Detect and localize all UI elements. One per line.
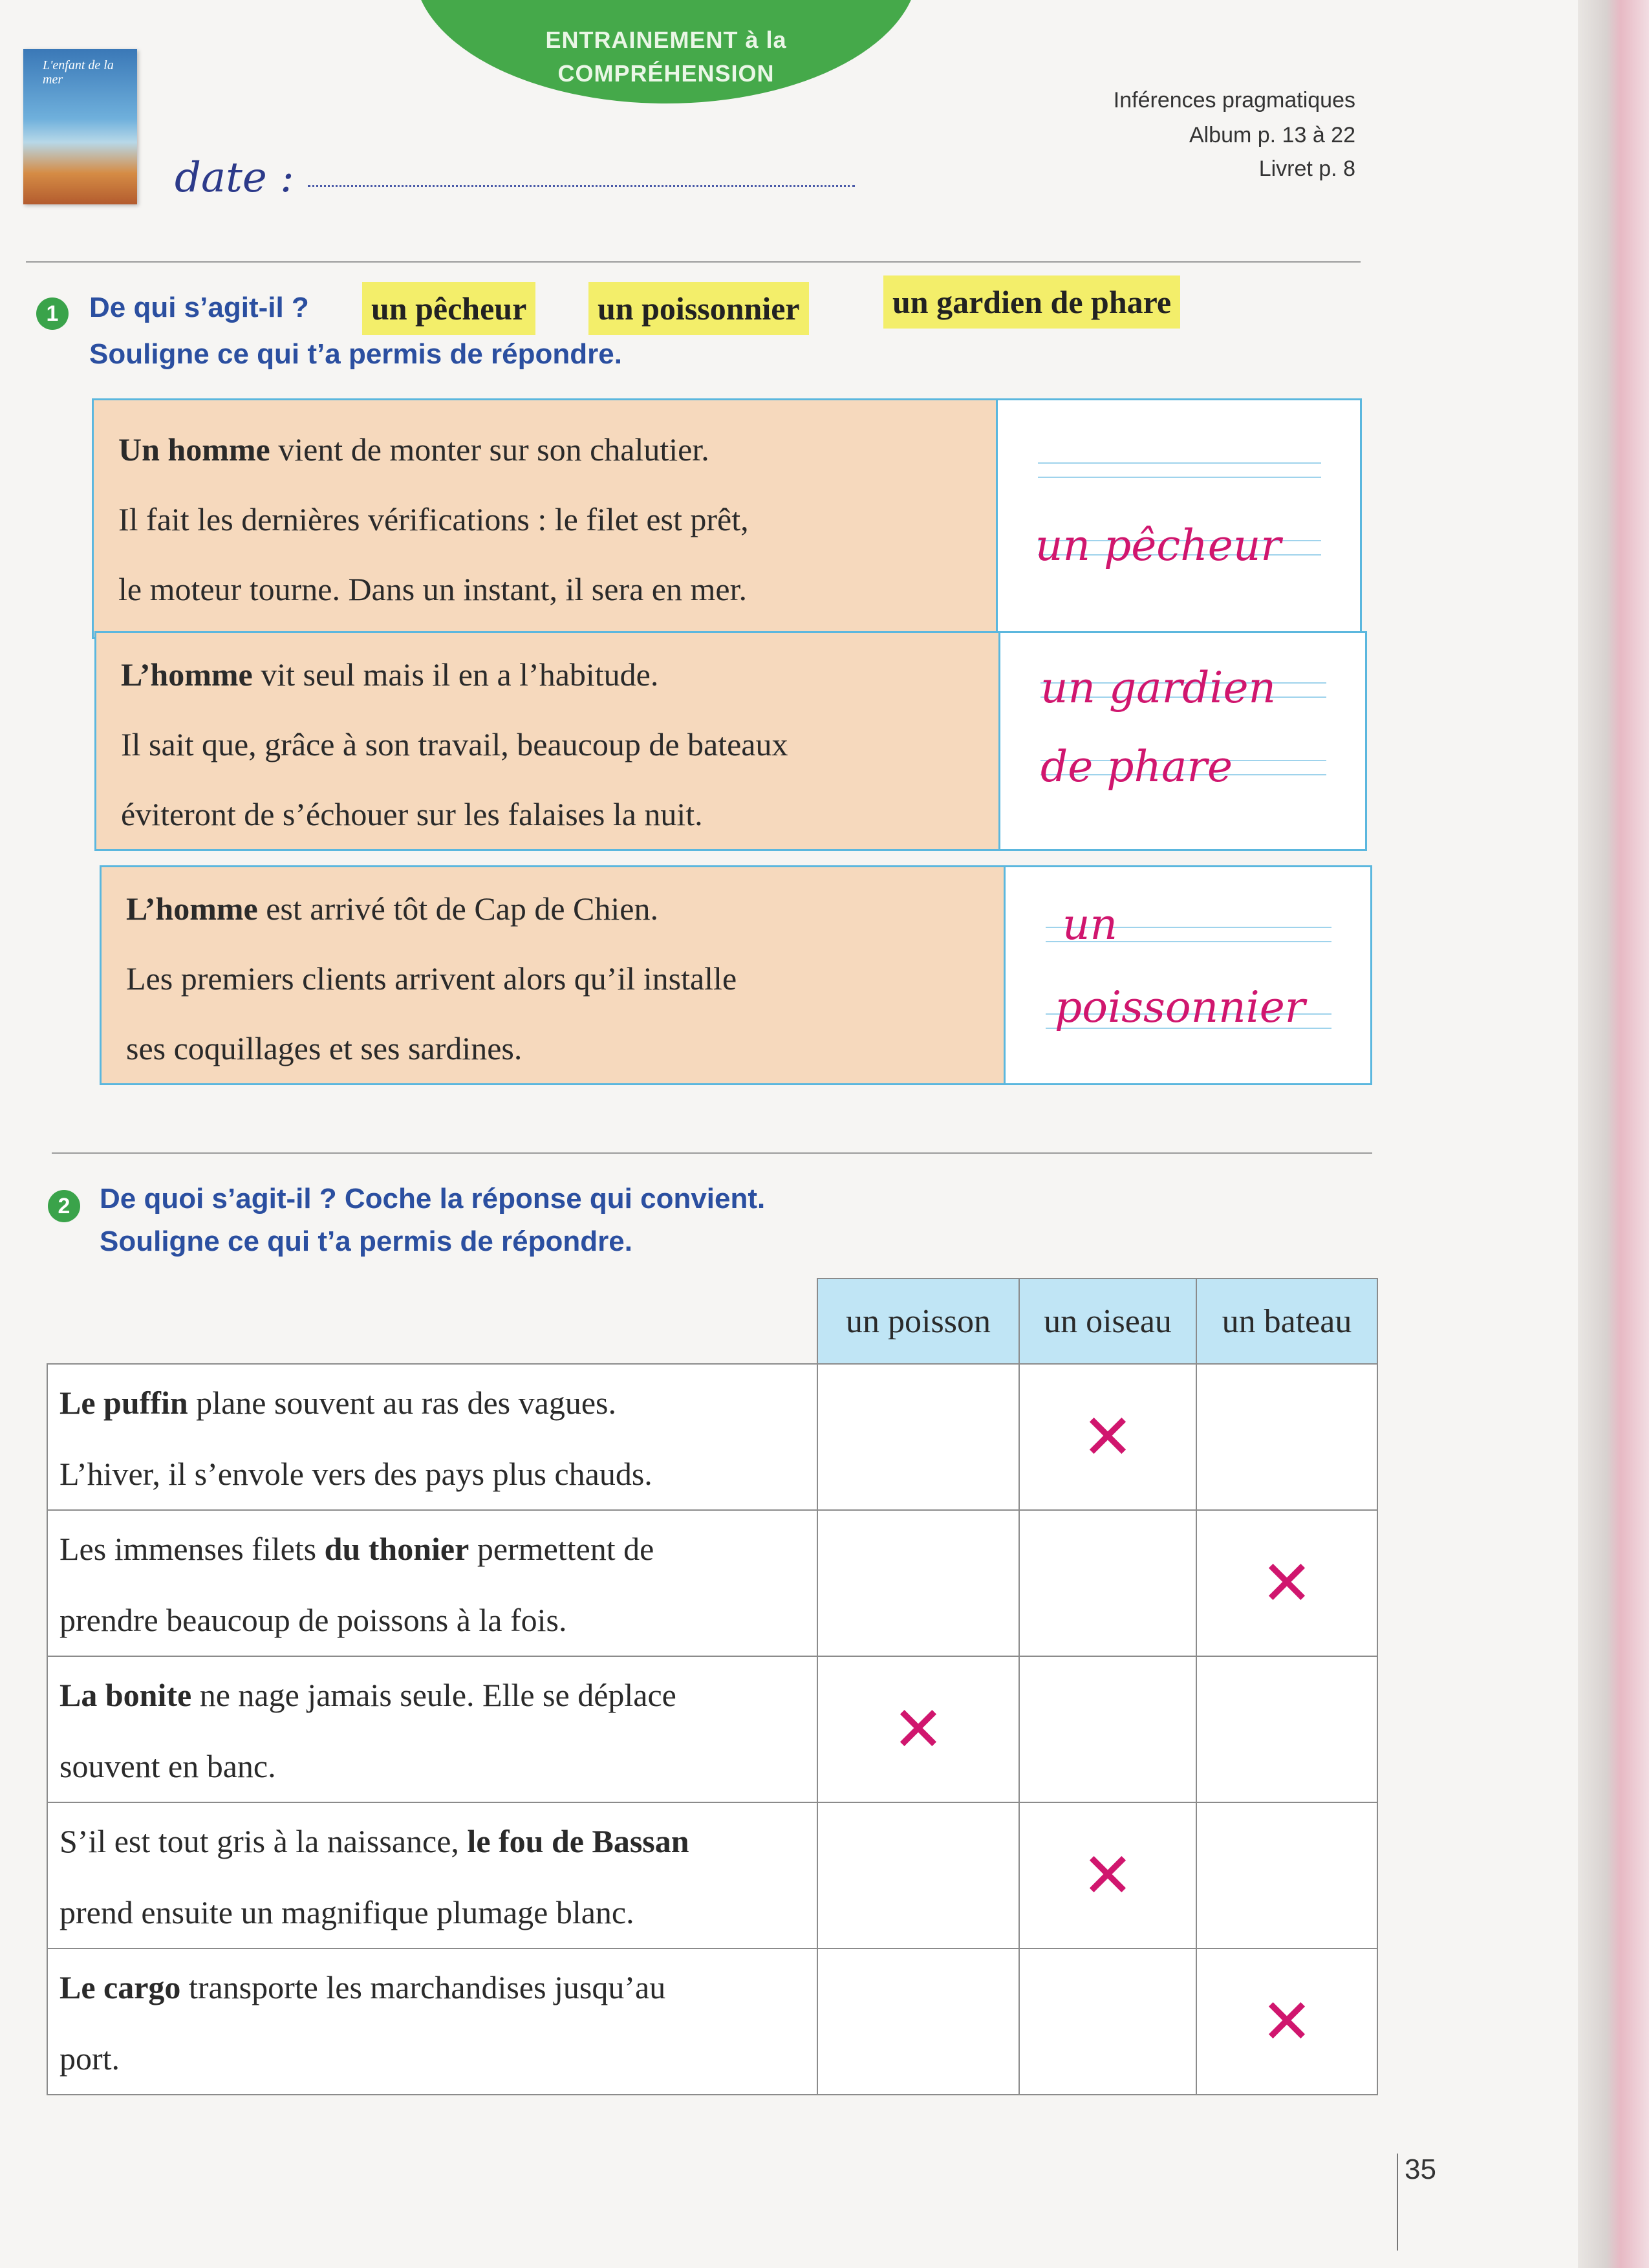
handwritten-answer: un pêcheur	[1035, 521, 1281, 570]
ref-livret: Livret p. 8	[1258, 157, 1355, 181]
divider	[26, 261, 1361, 263]
q1-item-box	[100, 865, 1372, 1085]
handwritten-answer: de phare	[1040, 742, 1233, 792]
column-header: un oiseau	[1019, 1279, 1196, 1364]
checkbox-cell[interactable]	[1196, 1802, 1377, 1949]
q1-option-highlight: un gardien de phare	[883, 275, 1180, 329]
page-number: 35	[1405, 2154, 1436, 2185]
checkbox-cell[interactable]	[1196, 1656, 1377, 1802]
row-text: Les immenses filets du thonier permettent de prendre beaucoup de poissons à la fois.	[47, 1510, 817, 1656]
q1-question: De qui s’agit-il ?	[89, 292, 309, 323]
section-banner-text: ENTRAINEMENT à la COMPRÉHENSION	[545, 27, 787, 87]
checkbox-cell[interactable]	[1196, 1364, 1377, 1510]
q2-table	[47, 1278, 1378, 2095]
checkbox-cell[interactable]	[1019, 1656, 1196, 1802]
table-row	[47, 1364, 1377, 1510]
row-text: Le puffin plane souvent au ras des vagues. L’hiver, il s’envole vers des pays plus chauds.	[47, 1364, 817, 1510]
table-row	[47, 1656, 1377, 1802]
checkbox-cell[interactable]	[1019, 1802, 1196, 1949]
question-number-badge: 2	[48, 1190, 80, 1222]
checkbox-cell[interactable]	[1019, 1949, 1196, 2095]
check-mark-icon: ✕	[1260, 1547, 1313, 1619]
checkbox-cell[interactable]	[1196, 1949, 1377, 2095]
column-header: un bateau	[1196, 1279, 1377, 1364]
checkbox-cell[interactable]	[817, 1802, 1019, 1949]
checkbox-cell[interactable]	[817, 1949, 1019, 2095]
checkbox-cell[interactable]	[1019, 1364, 1196, 1510]
table-row	[47, 1949, 1377, 2095]
q1-item-box	[94, 631, 1367, 851]
ref-title: Inférences pragmatiques	[1113, 88, 1355, 113]
page-number-divider	[1397, 2154, 1398, 2251]
checkbox-cell[interactable]	[1196, 1510, 1377, 1656]
page-edge	[1578, 0, 1649, 2268]
q1-item-box	[92, 398, 1362, 639]
q1-answer-area[interactable]	[1002, 633, 1365, 849]
q2-instruction: Souligne ce qui t’a permis de répondre.	[100, 1226, 632, 1257]
table-row	[47, 1802, 1377, 1949]
checkbox-cell[interactable]	[817, 1656, 1019, 1802]
checkbox-cell[interactable]	[817, 1510, 1019, 1656]
table-row	[47, 1510, 1377, 1656]
check-mark-icon: ✕	[892, 1693, 945, 1766]
checkbox-cell[interactable]	[817, 1364, 1019, 1510]
ref-album: Album p. 13 à 22	[1189, 123, 1355, 147]
q1-option-highlight: un poissonnier	[588, 282, 809, 335]
q1-answer-area[interactable]	[999, 400, 1360, 637]
q1-option-highlight: un pêcheur	[362, 282, 535, 335]
q2-question: De quoi s’agit-il ? Coche la réponse qui convient.	[100, 1183, 766, 1215]
handwritten-answer: un gardien	[1040, 663, 1277, 713]
date-label: date :	[175, 154, 294, 202]
row-text: Le cargo transporte les marchandises jusqu’au port.	[47, 1949, 817, 2095]
handwritten-answer: poissonnier	[1055, 982, 1306, 1032]
q1-item-text: L’homme est arrivé tôt de Cap de Chien. Les premiers clients arrivent alors qu’il installe ses coquillages et ses sardines.	[102, 867, 1006, 1083]
question-number-badge: 1	[36, 297, 69, 330]
q1-answer-area[interactable]	[1007, 867, 1370, 1083]
q1-item-text: L’homme vit seul mais il en a l’habitude. Il sait que, grâce à son travail, beaucoup de bateaux éviteront de s’échouer sur les falaises la nuit.	[96, 633, 1000, 849]
row-text: La bonite ne nage jamais seule. Elle se déplace souvent en banc.	[47, 1656, 817, 1802]
q1-instruction: Souligne ce qui t’a permis de répondre.	[89, 338, 622, 370]
check-mark-icon: ✕	[1081, 1401, 1134, 1473]
book-cover-title: L'enfant de la mer	[43, 58, 114, 87]
q1-item-text: Un homme vient de monter sur son chalutier. Il fait les dernières vérifications : le filet est prêt, le moteur tourne. Dans un instant, il sera en mer.	[94, 400, 998, 637]
check-mark-icon: ✕	[1081, 1839, 1134, 1912]
handwritten-answer: un	[1062, 900, 1118, 949]
date-line[interactable]	[308, 185, 855, 187]
check-mark-icon: ✕	[1260, 1985, 1313, 2058]
checkbox-cell[interactable]	[1019, 1510, 1196, 1656]
divider	[52, 1152, 1372, 1154]
book-cover-image	[23, 49, 137, 204]
column-header: un poisson	[817, 1279, 1019, 1364]
row-text: S’il est tout gris à la naissance, le fou de Bassan prend ensuite un magnifique plumage blanc.	[47, 1802, 817, 1949]
